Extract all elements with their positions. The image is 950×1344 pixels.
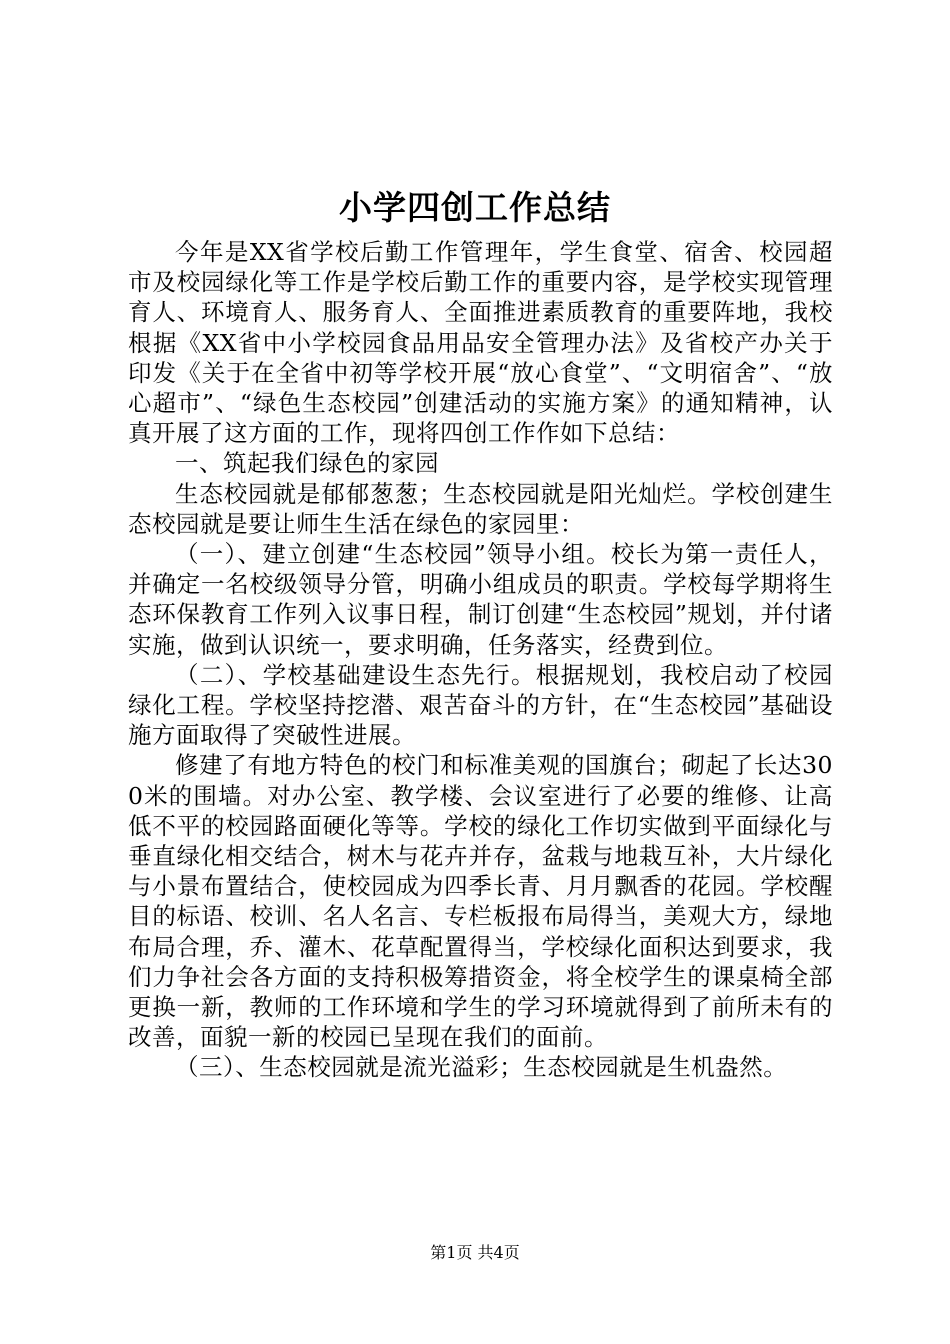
paragraph-construction: 修建了有地方特色的校门和标准美观的国旗台；砌起了长达300米的围墙。对办公室、教学楼、会议室进行了必要的维修、让高低不平的校园路面硬化等等。学校的绿化工作切实做到平面绿化与垂直绿化相交结合，树木与花卉并存，盆栽与地栽互补，大片绿化与小景布置结合，使校园成为四季长青、月月飘香的花园。学校醒目的标语、校训、名人名言、专栏板报布局得当，美观大方，绿地布局合理，乔、灌木、花草配置得当，学校绿化面积达到要求，我们力争社会各方面的支持积极筹措资金，将全校学生的课桌椅全部更换一新，教师的工作环境和学生的学习环境就得到了前所未有的改善，面貌一新的校园已呈现在我们的面前。 — [128, 751, 833, 1052]
paragraph-item-2: （二）、学校基础建设生态先行。根据规划，我校启动了校园绿化工程。学校坚持挖潜、艰苦奋斗的方针，在“生态校园”基础设施方面取得了突破性进展。 — [128, 660, 833, 750]
document-title: 小学四创工作总结 — [339, 188, 611, 227]
paragraph-item-1: （一）、建立创建“生态校园”领导小组。校长为第一责任人，并确定一名校级领导分管，明确小组成员的职责。学校每学期将生态环保教育工作列入议事日程，制订创建“生态校园”规划，并付诸实施，做到认识统一，要求明确，任务落实，经费到位。 — [128, 540, 833, 659]
page-number: 第1页 共4页 — [430, 1243, 520, 1262]
paragraph-intro: 今年是XX省学校后勤工作管理年，学生食堂、宿舍、校园超市及校园绿化等工作是学校后勤工作的重要内容，是学校实现管理育人、环境育人、服务育人、全面推进素质教育的重要阵地，我校根据《XX省中小学校园食品用品安全管理办法》及省校产办关于印发《关于在全省中初等学校开展“放心食堂”、“文明宿舍”、“放心超市”、“绿色生态校园”创建活动的实施方案》的通知精神，认真开展了这方面的工作，现将四创工作作如下总结： — [128, 238, 833, 448]
document-body — [128, 237, 833, 1083]
paragraph-item-3: （三）、生态校园就是流光溢彩；生态校园就是生机盎然。 — [175, 1053, 788, 1082]
section-heading-1: 一、筑起我们绿色的家园 — [175, 449, 439, 478]
paragraph-section-intro: 生态校园就是郁郁葱葱；生态校园就是阳光灿烂。学校创建生态校园就是要让师生生活在绿色的家园里： — [128, 479, 833, 538]
